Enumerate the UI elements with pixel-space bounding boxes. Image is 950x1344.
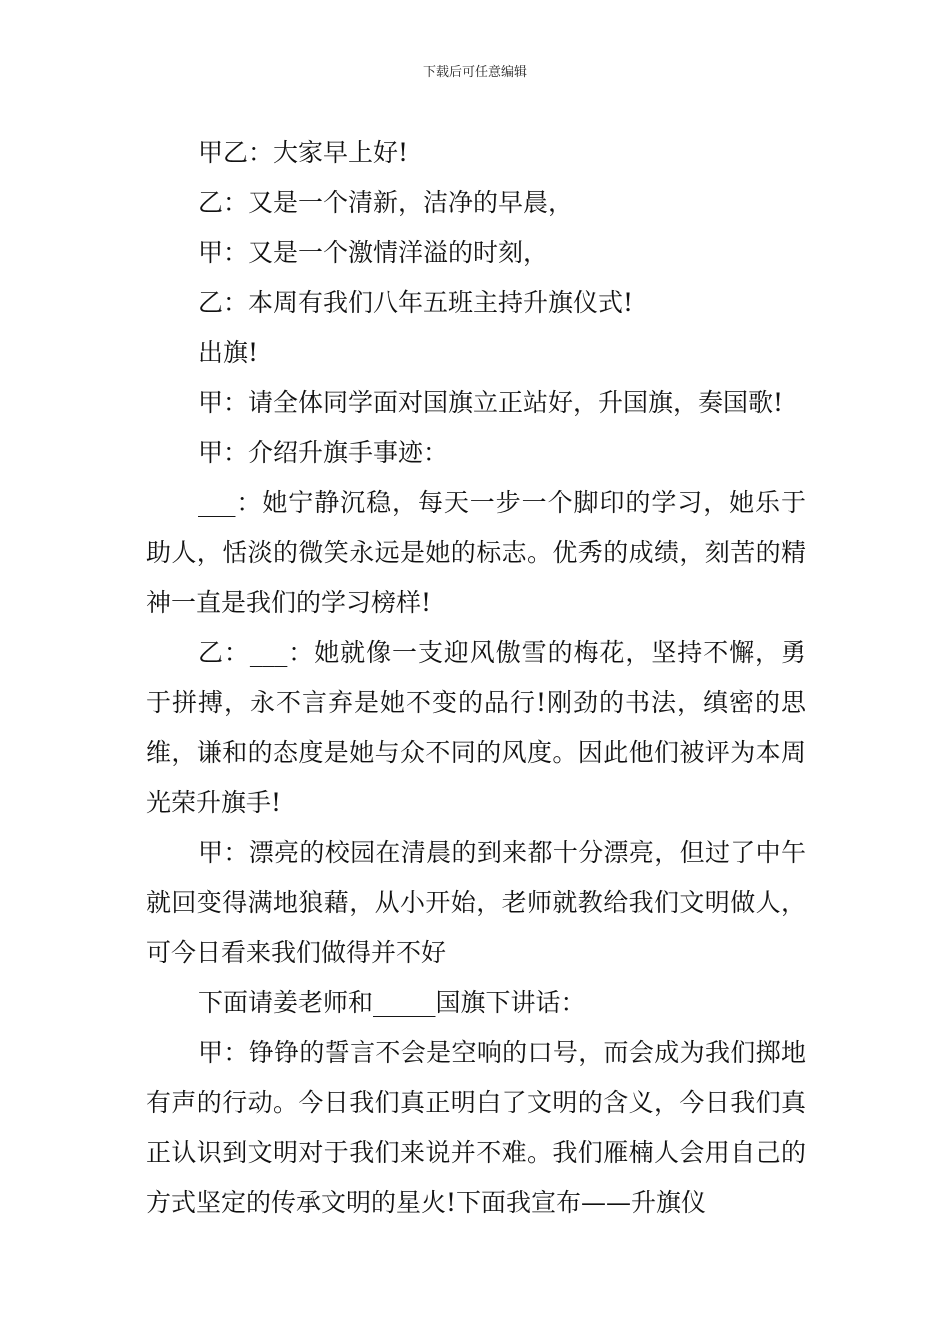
paragraph: 甲：漂亮的校园在清晨的到来都十分漂亮，但过了中午就回变得满地狼藉，从小开始，老师就教给我们文明做人，可今日看来我们做得并不好 — [146, 838, 806, 967]
paragraph: 乙：本周有我们八年五班主持升旗仪式! — [198, 288, 634, 317]
paragraph: 出旗! — [198, 338, 259, 367]
paragraph: 甲：请全体同学面对国旗立正站好，升国旗，奏国歌! — [198, 388, 784, 417]
paragraph: 甲：又是一个激情洋溢的时刻， — [198, 238, 549, 267]
paragraph: 下面请姜老师和_____国旗下讲话： — [198, 988, 586, 1017]
document-body — [146, 128, 806, 1228]
page-header: 下载后可任意编辑 — [422, 65, 527, 80]
paragraph: 乙：___：她就像一支迎风傲雪的梅花，坚持不懈，勇于拼搏，永不言弃是她不变的品行!刚劲的书法，缜密的思维，谦和的态度是她与众不同的风度。因此他们被评为本周光荣升旗手! — [146, 638, 806, 817]
paragraph: 甲：铮铮的誓言不会是空响的口号，而会成为我们掷地有声的行动。今日我们真正明白了文明的含义，今日我们真正认识到文明对于我们来说并不难。我们雁楠人会用自己的方式坚定的传承文明的星火!下面我宣布——升旗仪 — [146, 1038, 806, 1217]
paragraph: ___：她宁静沉稳，每天一步一个脚印的学习，她乐于助人，恬淡的微笑永远是她的标志。优秀的成绩，刻苦的精神一直是我们的学习榜样! — [146, 488, 806, 617]
paragraph: 甲乙：大家早上好! — [198, 138, 409, 167]
paragraph: 甲：介绍升旗手事迹： — [198, 438, 449, 467]
paragraph: 乙：又是一个清新，洁净的早晨， — [198, 188, 574, 217]
